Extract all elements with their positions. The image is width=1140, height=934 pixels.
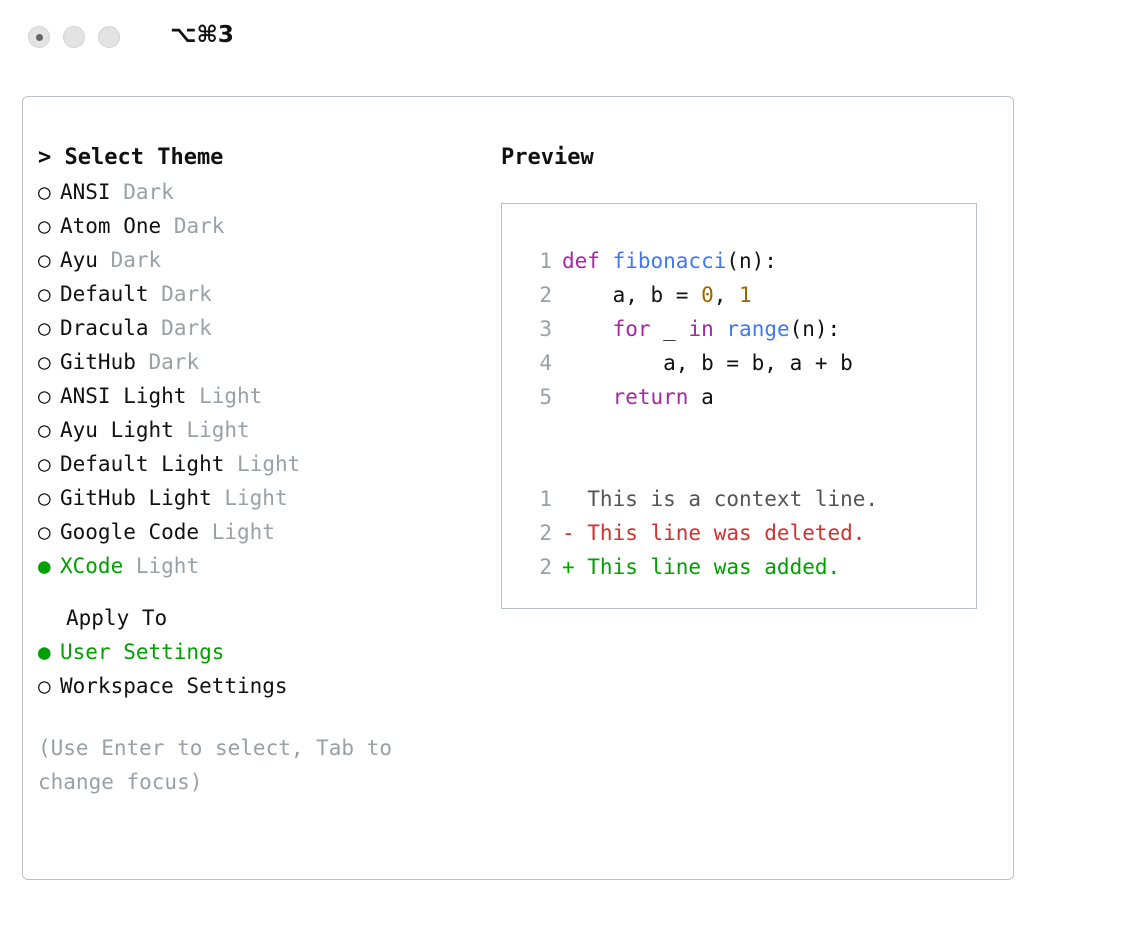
theme-option[interactable] <box>38 515 478 549</box>
code-line <box>524 312 878 346</box>
radio-unselected-icon: ○ <box>38 384 51 408</box>
theme-variant-label: Dark <box>123 180 174 204</box>
code-token: for <box>612 317 651 341</box>
theme-option[interactable] <box>38 447 478 481</box>
theme-option[interactable] <box>38 549 478 583</box>
theme-option-label: Atom One <box>60 214 162 238</box>
apply-to-option[interactable] <box>38 635 478 669</box>
diff-line-text: - This line was deleted. <box>562 521 866 545</box>
radio-unselected-icon: ○ <box>38 350 51 374</box>
window-close-button[interactable] <box>28 26 50 48</box>
line-number: 5 <box>539 385 552 409</box>
preview-box <box>501 203 977 609</box>
code-line <box>524 244 878 278</box>
keyboard-hint: (Use Enter to select, Tab to change focus) <box>38 736 393 794</box>
code-token: return <box>612 385 689 409</box>
code-token: (n): <box>726 249 777 273</box>
main-panel <box>22 96 1014 880</box>
radio-unselected-icon: ○ <box>38 180 51 204</box>
theme-option-label: GitHub Light <box>60 486 212 510</box>
radio-unselected-icon: ○ <box>38 674 51 698</box>
code-blank-line <box>524 414 878 448</box>
radio-unselected-icon: ○ <box>38 418 51 442</box>
code-token: a, b = b, a + b <box>562 351 853 375</box>
code-line <box>524 278 878 312</box>
code-token <box>562 317 613 341</box>
theme-option[interactable] <box>38 243 478 277</box>
theme-option[interactable] <box>38 481 478 515</box>
theme-variant-label: Light <box>211 520 275 544</box>
code-token: in <box>688 317 714 341</box>
theme-option-label: Google Code <box>60 520 200 544</box>
theme-variant-label: Dark <box>161 316 212 340</box>
theme-variant-label: Light <box>186 418 250 442</box>
apply-to-option[interactable] <box>38 669 478 703</box>
diff-line <box>524 550 878 584</box>
code-token: , <box>713 283 740 307</box>
theme-variant-label: Light <box>199 384 263 408</box>
code-token: def <box>562 249 613 273</box>
theme-option-label: Default Light <box>60 452 225 476</box>
preview-heading: Preview <box>501 145 594 170</box>
theme-variant-label: Light <box>224 486 288 510</box>
theme-option[interactable] <box>38 209 478 243</box>
theme-option-label: ANSI Light <box>60 384 187 408</box>
code-token: (n): <box>789 317 841 341</box>
code-token <box>714 317 727 341</box>
diff-line <box>524 516 878 550</box>
theme-option[interactable] <box>38 345 478 379</box>
title-bar <box>0 0 1140 76</box>
theme-option-label: Ayu <box>60 248 98 272</box>
window-minimize-button[interactable] <box>63 26 85 48</box>
line-number: 2 <box>539 555 552 579</box>
theme-variant-label: Light <box>237 452 301 476</box>
diff-line-text: This is a context line. <box>562 487 879 511</box>
theme-variant-label: Dark <box>173 214 225 238</box>
theme-option-label: Default <box>60 282 149 306</box>
apply-to-option-label: Workspace Settings <box>60 674 288 698</box>
line-number: 2 <box>539 521 552 545</box>
theme-variant-label: Light <box>135 554 200 578</box>
code-token: _ <box>650 317 689 341</box>
preview-column <box>501 141 1001 175</box>
diff-line-text: + This line was added. <box>562 555 841 579</box>
theme-option[interactable] <box>38 277 478 311</box>
code-blank-line <box>524 448 878 482</box>
diff-line <box>524 482 878 516</box>
theme-variant-label: Dark <box>161 282 212 306</box>
code-token: a <box>688 385 714 409</box>
keyboard-shortcut-label: ⌥⌘3 <box>170 22 234 48</box>
radio-unselected-icon: ○ <box>38 486 51 510</box>
theme-option[interactable] <box>38 311 478 345</box>
theme-option-label: XCode <box>60 554 124 578</box>
theme-option-label: Ayu Light <box>60 418 174 442</box>
radio-unselected-icon: ○ <box>38 520 51 544</box>
window-close-dot <box>36 34 43 41</box>
theme-variant-label: Dark <box>148 350 200 374</box>
radio-unselected-icon: ○ <box>38 452 51 476</box>
code-token: fibonacci <box>612 249 727 273</box>
line-number: 3 <box>539 317 552 341</box>
apply-to-list <box>38 635 478 703</box>
preview-code <box>524 244 878 584</box>
code-token: range <box>726 317 790 341</box>
line-number: 1 <box>539 249 552 273</box>
code-line <box>524 380 878 414</box>
code-line <box>524 346 878 380</box>
theme-option[interactable] <box>38 175 478 209</box>
theme-option[interactable] <box>38 379 478 413</box>
radio-selected-icon: ● <box>38 640 51 664</box>
radio-unselected-icon: ○ <box>38 214 51 238</box>
radio-unselected-icon: ○ <box>38 282 51 306</box>
theme-option-label: GitHub <box>60 350 136 374</box>
code-token <box>562 385 613 409</box>
theme-option[interactable] <box>38 413 478 447</box>
line-number: 4 <box>539 351 552 375</box>
apply-to-label: Apply To <box>66 606 168 630</box>
theme-list <box>38 175 478 583</box>
line-number: 1 <box>539 487 552 511</box>
theme-option-label: ANSI <box>60 180 111 204</box>
apply-to-option-label: User Settings <box>60 640 225 664</box>
window-controls <box>28 26 120 48</box>
theme-variant-label: Dark <box>110 248 162 272</box>
code-token: 0 <box>701 283 714 307</box>
code-token: a, b = <box>562 283 702 307</box>
window-maximize-button[interactable] <box>98 26 120 48</box>
line-number: 2 <box>539 283 552 307</box>
select-theme-heading: > Select Theme <box>38 145 224 170</box>
radio-selected-icon: ● <box>38 554 51 578</box>
radio-unselected-icon: ○ <box>38 316 51 340</box>
radio-unselected-icon: ○ <box>38 248 51 272</box>
code-token: 1 <box>739 283 752 307</box>
theme-option-label: Dracula <box>60 316 149 340</box>
theme-list-column <box>38 141 478 799</box>
